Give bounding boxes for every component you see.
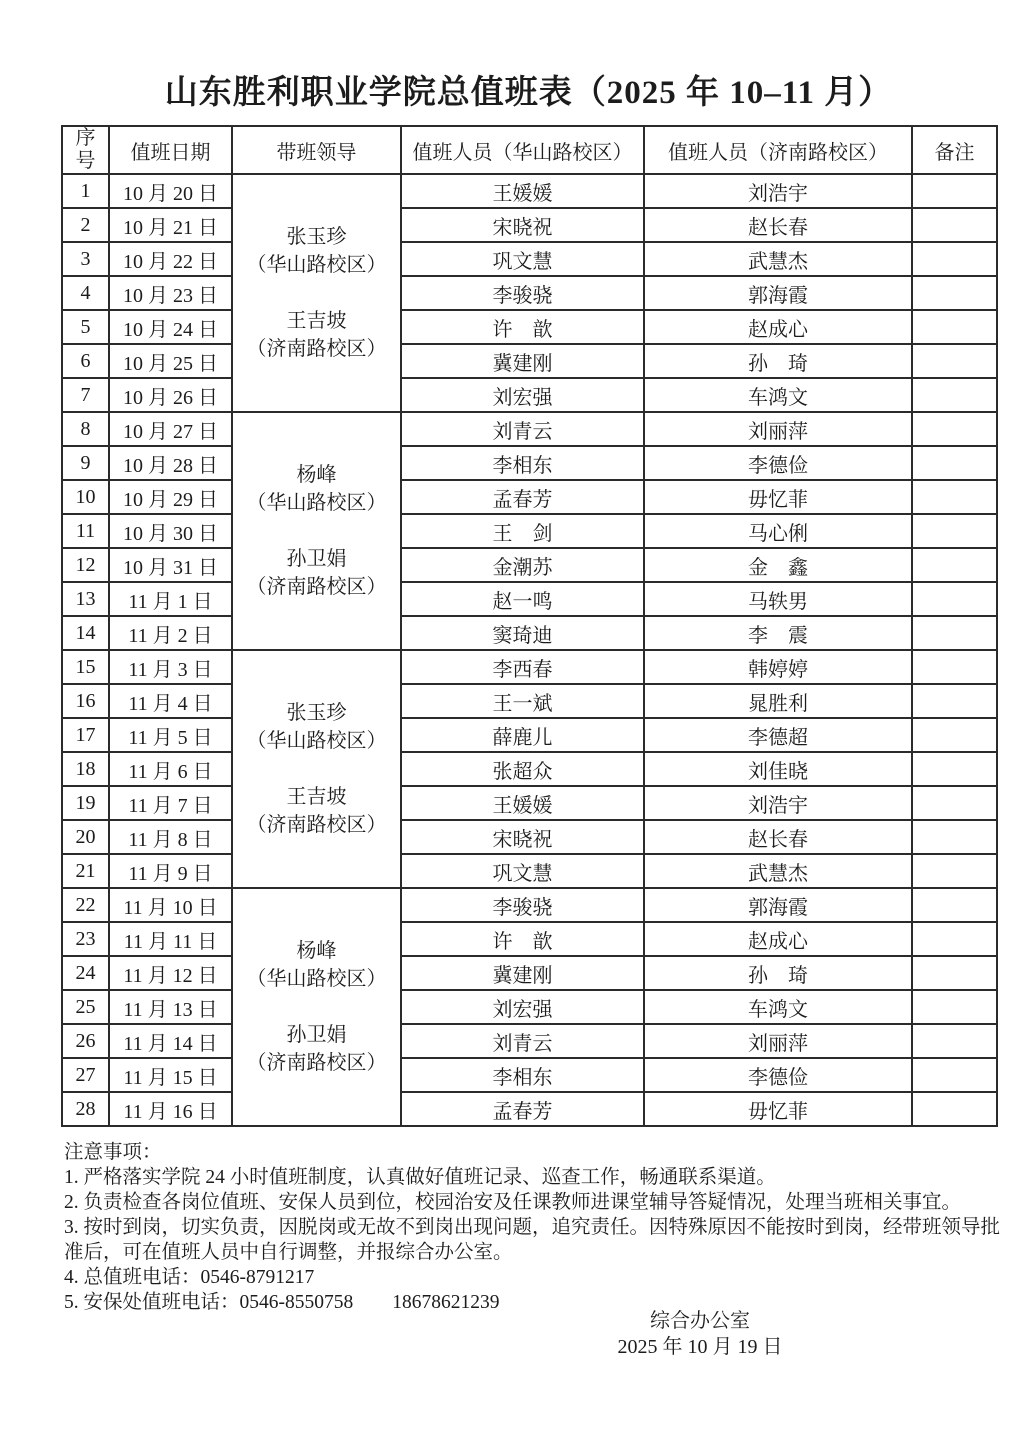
cell-jinan-staff: 李德俭 (644, 446, 912, 480)
table-row (62, 752, 997, 786)
cell-leader (232, 650, 401, 888)
cell-index: 24 (62, 956, 109, 990)
cell-index: 28 (62, 1092, 109, 1126)
cell-remark (912, 242, 997, 276)
signature-office: 综合办公室 (650, 1310, 750, 1332)
cell-index: 11 (62, 514, 109, 548)
leader-line: （济南路校区） (246, 576, 387, 598)
table-row (62, 956, 997, 990)
cell-jinan-staff: 李德超 (644, 718, 912, 752)
cell-huashan-staff: 李骏骁 (401, 888, 644, 922)
table-header-row (62, 126, 997, 174)
cell-remark (912, 922, 997, 956)
cell-huashan-staff: 宋晓祝 (401, 208, 644, 242)
leader-line: 杨峰 (296, 464, 337, 486)
cell-jinan-staff: 武慧杰 (644, 854, 912, 888)
cell-remark (912, 752, 997, 786)
table-row (62, 888, 997, 922)
table-row (62, 344, 997, 378)
table-row (62, 276, 997, 310)
cell-remark (912, 344, 997, 378)
cell-index: 5 (62, 310, 109, 344)
table-row (62, 718, 997, 752)
cell-date: 11 月 11 日 (109, 922, 232, 956)
cell-huashan-staff: 巩文慧 (401, 854, 644, 888)
cell-jinan-staff: 刘浩宇 (644, 786, 912, 820)
cell-huashan-staff: 冀建刚 (401, 956, 644, 990)
table-row (62, 174, 997, 208)
cell-index: 13 (62, 582, 109, 616)
cell-date: 11 月 8 日 (109, 820, 232, 854)
cell-index: 3 (62, 242, 109, 276)
cell-remark (912, 514, 997, 548)
cell-jinan-staff: 晁胜利 (644, 684, 912, 718)
leader-line: 王吉坡 (286, 786, 347, 808)
col-header-huashan-staff: 值班人员（华山路校区） (401, 126, 644, 174)
cell-jinan-staff: 赵成心 (644, 310, 912, 344)
cell-jinan-staff: 马轶男 (644, 582, 912, 616)
cell-index: 22 (62, 888, 109, 922)
cell-date: 10 月 25 日 (109, 344, 232, 378)
table-row (62, 1058, 997, 1092)
cell-jinan-staff: 刘佳晓 (644, 752, 912, 786)
cell-remark (912, 820, 997, 854)
table-row (62, 786, 997, 820)
cell-jinan-staff: 毋忆菲 (644, 1092, 912, 1126)
cell-jinan-staff: 孙 琦 (644, 956, 912, 990)
cell-huashan-staff: 李相东 (401, 446, 644, 480)
col-header-jinan-staff: 值班人员（济南路校区） (644, 126, 912, 174)
cell-remark (912, 684, 997, 718)
table-row (62, 548, 997, 582)
cell-jinan-staff: 金 鑫 (644, 548, 912, 582)
cell-date: 11 月 14 日 (109, 1024, 232, 1058)
leader-line-blank (233, 755, 400, 783)
cell-jinan-staff: 毋忆菲 (644, 480, 912, 514)
table-row (62, 1092, 997, 1126)
cell-date: 10 月 28 日 (109, 446, 232, 480)
cell-index: 20 (62, 820, 109, 854)
cell-date: 10 月 27 日 (109, 412, 232, 446)
cell-date: 11 月 13 日 (109, 990, 232, 1024)
note-item: 4. 总值班电话：0546-8791217 (64, 1267, 315, 1288)
cell-huashan-staff: 窦琦迪 (401, 616, 644, 650)
note-item: 2. 负责检查各岗位值班、安保人员到位，校园治安及任课教师进课堂辅导答疑情况，处理当班相关事宜。 (64, 1192, 962, 1213)
cell-huashan-staff: 巩文慧 (401, 242, 644, 276)
table-row (62, 820, 997, 854)
leader-line-blank (233, 993, 400, 1021)
leader-line-blank (233, 517, 400, 545)
cell-huashan-staff: 刘青云 (401, 412, 644, 446)
page-title: 山东胜利职业学院总值班表（2025 年 10–11 月） (164, 75, 893, 111)
col-header-leader: 带班领导 (232, 126, 401, 174)
table-row (62, 616, 997, 650)
cell-huashan-staff: 李相东 (401, 1058, 644, 1092)
duty-roster-table (61, 125, 998, 1127)
cell-remark (912, 786, 997, 820)
table-row (62, 650, 997, 684)
cell-jinan-staff: 武慧杰 (644, 242, 912, 276)
cell-remark (912, 276, 997, 310)
leader-line: 孙卫娟 (286, 1024, 347, 1046)
cell-index: 9 (62, 446, 109, 480)
cell-huashan-staff: 冀建刚 (401, 344, 644, 378)
leader-line: （济南路校区） (246, 338, 387, 360)
cell-jinan-staff: 马心俐 (644, 514, 912, 548)
leader-line: 杨峰 (296, 940, 337, 962)
table-row (62, 684, 997, 718)
notes-section (64, 1140, 1004, 1315)
cell-jinan-staff: 车鸿文 (644, 990, 912, 1024)
cell-jinan-staff: 刘丽萍 (644, 1024, 912, 1058)
cell-index: 17 (62, 718, 109, 752)
cell-index: 10 (62, 480, 109, 514)
col-header-index-label: 序号 (75, 127, 96, 172)
table-row (62, 514, 997, 548)
cell-huashan-staff: 刘青云 (401, 1024, 644, 1058)
cell-index: 23 (62, 922, 109, 956)
leader-line: 张玉珍 (286, 702, 347, 724)
cell-huashan-staff: 赵一鸣 (401, 582, 644, 616)
table-row (62, 378, 997, 412)
leader-line: （华山路校区） (246, 730, 387, 752)
cell-date: 11 月 15 日 (109, 1058, 232, 1092)
cell-huashan-staff: 张超众 (401, 752, 644, 786)
cell-remark (912, 1024, 997, 1058)
cell-date: 11 月 9 日 (109, 854, 232, 888)
cell-remark (912, 582, 997, 616)
signature-block (505, 1308, 895, 1360)
leader-line: （济南路校区） (246, 1052, 387, 1074)
cell-jinan-staff: 孙 琦 (644, 344, 912, 378)
cell-huashan-staff: 宋晓祝 (401, 820, 644, 854)
cell-remark (912, 548, 997, 582)
cell-remark (912, 412, 997, 446)
cell-index: 18 (62, 752, 109, 786)
table-header (62, 126, 997, 174)
note-item: 5. 安保处值班电话：0546-8550758 18678621239 (64, 1292, 500, 1313)
cell-index: 27 (62, 1058, 109, 1092)
cell-remark (912, 310, 997, 344)
cell-date: 10 月 29 日 (109, 480, 232, 514)
cell-jinan-staff: 刘丽萍 (644, 412, 912, 446)
cell-remark (912, 208, 997, 242)
cell-jinan-staff: 郭海霞 (644, 276, 912, 310)
cell-date: 11 月 5 日 (109, 718, 232, 752)
cell-date: 11 月 12 日 (109, 956, 232, 990)
cell-date: 10 月 30 日 (109, 514, 232, 548)
cell-index: 21 (62, 854, 109, 888)
col-header-date: 值班日期 (109, 126, 232, 174)
cell-remark (912, 616, 997, 650)
cell-index: 2 (62, 208, 109, 242)
cell-index: 26 (62, 1024, 109, 1058)
cell-remark (912, 1092, 997, 1126)
cell-huashan-staff: 王 剑 (401, 514, 644, 548)
cell-index: 12 (62, 548, 109, 582)
cell-jinan-staff: 赵成心 (644, 922, 912, 956)
table-row (62, 1024, 997, 1058)
cell-index: 19 (62, 786, 109, 820)
cell-huashan-staff: 薛鹿儿 (401, 718, 644, 752)
table-row (62, 446, 997, 480)
cell-index: 14 (62, 616, 109, 650)
cell-remark (912, 718, 997, 752)
signature-date: 2025 年 10 月 19 日 (617, 1336, 783, 1358)
note-item: 1. 严格落实学院 24 小时值班制度，认真做好值班记录、巡查工作，畅通联系渠道。 (64, 1167, 776, 1188)
cell-remark (912, 446, 997, 480)
cell-index: 6 (62, 344, 109, 378)
cell-huashan-staff: 王媛媛 (401, 786, 644, 820)
cell-date: 11 月 1 日 (109, 582, 232, 616)
table-row (62, 582, 997, 616)
cell-huashan-staff: 孟春芳 (401, 1092, 644, 1126)
cell-huashan-staff: 孟春芳 (401, 480, 644, 514)
cell-huashan-staff: 王媛媛 (401, 174, 644, 208)
leader-line: 王吉坡 (286, 310, 347, 332)
cell-index: 1 (62, 174, 109, 208)
cell-date: 10 月 21 日 (109, 208, 232, 242)
cell-huashan-staff: 刘宏强 (401, 990, 644, 1024)
cell-date: 11 月 10 日 (109, 888, 232, 922)
cell-huashan-staff: 李骏骁 (401, 276, 644, 310)
cell-jinan-staff: 李 震 (644, 616, 912, 650)
cell-index: 7 (62, 378, 109, 412)
cell-index: 25 (62, 990, 109, 1024)
cell-date: 11 月 2 日 (109, 616, 232, 650)
leader-line: 张玉珍 (286, 226, 347, 248)
cell-remark (912, 1058, 997, 1092)
cell-date: 10 月 26 日 (109, 378, 232, 412)
cell-date: 11 月 7 日 (109, 786, 232, 820)
cell-index: 4 (62, 276, 109, 310)
cell-date: 11 月 4 日 (109, 684, 232, 718)
cell-jinan-staff: 赵长春 (644, 820, 912, 854)
table-row (62, 242, 997, 276)
table-row (62, 310, 997, 344)
table-row (62, 990, 997, 1024)
leader-line: （济南路校区） (246, 814, 387, 836)
cell-remark (912, 174, 997, 208)
col-header-remark: 备注 (912, 126, 997, 174)
cell-huashan-staff: 许 歆 (401, 310, 644, 344)
cell-date: 11 月 3 日 (109, 650, 232, 684)
table-row (62, 208, 997, 242)
cell-leader (232, 174, 401, 412)
cell-index: 8 (62, 412, 109, 446)
cell-date: 11 月 16 日 (109, 1092, 232, 1126)
cell-date: 10 月 22 日 (109, 242, 232, 276)
note-item: 3. 按时到岗，切实负责，因脱岗或无故不到岗出现问题，追究责任。因特殊原因不能按时到岗，经带班领导批准后，可在值班人员中自行调整，并报综合办公室。 (64, 1217, 1001, 1263)
cell-date: 10 月 20 日 (109, 174, 232, 208)
cell-jinan-staff: 刘浩宇 (644, 174, 912, 208)
cell-remark (912, 854, 997, 888)
cell-remark (912, 650, 997, 684)
cell-leader (232, 412, 401, 650)
leader-line-blank (233, 279, 400, 307)
cell-huashan-staff: 刘宏强 (401, 378, 644, 412)
cell-huashan-staff: 王一斌 (401, 684, 644, 718)
leader-line: （华山路校区） (246, 254, 387, 276)
table-row (62, 412, 997, 446)
table-body (62, 174, 997, 1126)
leader-line: 孙卫娟 (286, 548, 347, 570)
cell-remark (912, 956, 997, 990)
cell-remark (912, 888, 997, 922)
cell-index: 16 (62, 684, 109, 718)
cell-date: 11 月 6 日 (109, 752, 232, 786)
cell-jinan-staff: 车鸿文 (644, 378, 912, 412)
cell-date: 10 月 31 日 (109, 548, 232, 582)
cell-remark (912, 378, 997, 412)
cell-date: 10 月 24 日 (109, 310, 232, 344)
cell-huashan-staff: 李西春 (401, 650, 644, 684)
cell-jinan-staff: 郭海霞 (644, 888, 912, 922)
cell-remark (912, 990, 997, 1024)
table-row (62, 922, 997, 956)
cell-jinan-staff: 李德俭 (644, 1058, 912, 1092)
cell-huashan-staff: 许 歆 (401, 922, 644, 956)
cell-index: 15 (62, 650, 109, 684)
leader-line: （华山路校区） (246, 968, 387, 990)
cell-leader (232, 888, 401, 1126)
notes-heading: 注意事项： (64, 1142, 162, 1163)
cell-jinan-staff: 赵长春 (644, 208, 912, 242)
cell-remark (912, 480, 997, 514)
leader-line: （华山路校区） (246, 492, 387, 514)
table-row (62, 480, 997, 514)
cell-huashan-staff: 金潮苏 (401, 548, 644, 582)
table-row (62, 854, 997, 888)
cell-jinan-staff: 韩婷婷 (644, 650, 912, 684)
col-header-index (62, 126, 109, 174)
cell-date: 10 月 23 日 (109, 276, 232, 310)
